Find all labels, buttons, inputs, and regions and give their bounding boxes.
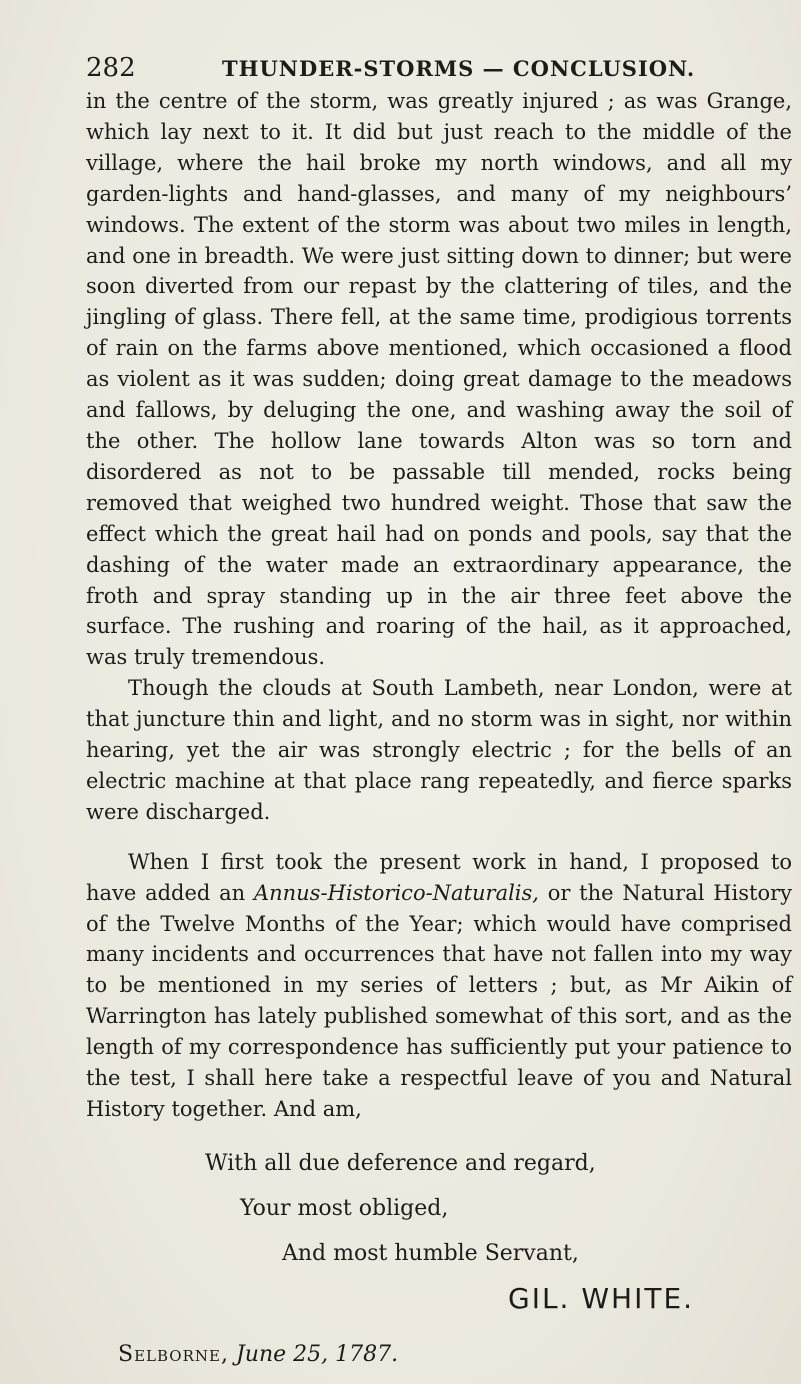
paragraph-south-lambeth: Though the clouds at South Lambeth, near London, were at that juncture thin and light, and no storm was in sight, nor within hearing, yet the air was strongly electric ; for the bells of an electric machine at that place rang repeatedly, and fierce sparks were discharged. [86,676,792,824]
italic-work-title: Annus-Historico-Naturalis, [253,880,539,905]
dateline [118,1340,398,1370]
running-head [86,50,786,86]
paragraph-conclusion: When I first took the present work in hand, I proposed to have added an Annus-Historico-Naturalis, or the Natural History of the Twelve Months of the Year; which would have comprised many incidents and occurrences that have not fallen into my way to be mentioned in my series of letters ; but, as Mr Aikin of Warrington has lately published somewhat of this sort, and as the length of my correspondence has sufficiently put your patience to the test, I shall here take a respectful leave of you and Natural History together. And am, [86,849,792,1121]
paragraph-hailstorm: in the centre of the storm, was greatly injured ; as was Grange, which lay next to it. It did but just reach to the middle of the village, where the hail broke my north windows, and all my garden-lights and hand-glasses, and many of my neighbours’ windows. The extent of the storm was about two miles in length, and one in breadth. We were just sitting down to dinner; but were soon diverted from our repast by the clattering of tiles, and the jingling of glass. There fell, at the same time, prodigious torrents of rain on the farms above mentioned, which occasioned a flood as violent as it was sudden; doing great damage to the meadows and fallows, by deluging the one, and washing away the soil of the other. The hollow lane towards Alton was so torn and disordered as not to be passable till mended, rocks being removed that weighed two hundred weight. Those that saw the effect which the great hail had on ponds and pools, say that the dashing of the water made an extraordinary appearance, the froth and spray standing up in the air three feet above the surface. The rushing and roaring of the hail, as it approached, was truly tremendous. [86,89,792,670]
dateline-date: June 25, 1787. [235,1342,399,1367]
page-number: 282 [86,53,136,83]
body-text [86,86,792,1125]
closing-line-servant: And most humble Servant, [282,1241,579,1266]
signature: GIL. WHITE. [508,1282,695,1315]
closing-line-obliged: Your most obliged, [240,1196,449,1221]
chapter-title: THUNDER-STORMS — CONCLUSION. [222,56,696,81]
closing-line-deference: With all due deference and regard, [205,1151,596,1176]
dateline-place: Selborne, [118,1342,229,1367]
